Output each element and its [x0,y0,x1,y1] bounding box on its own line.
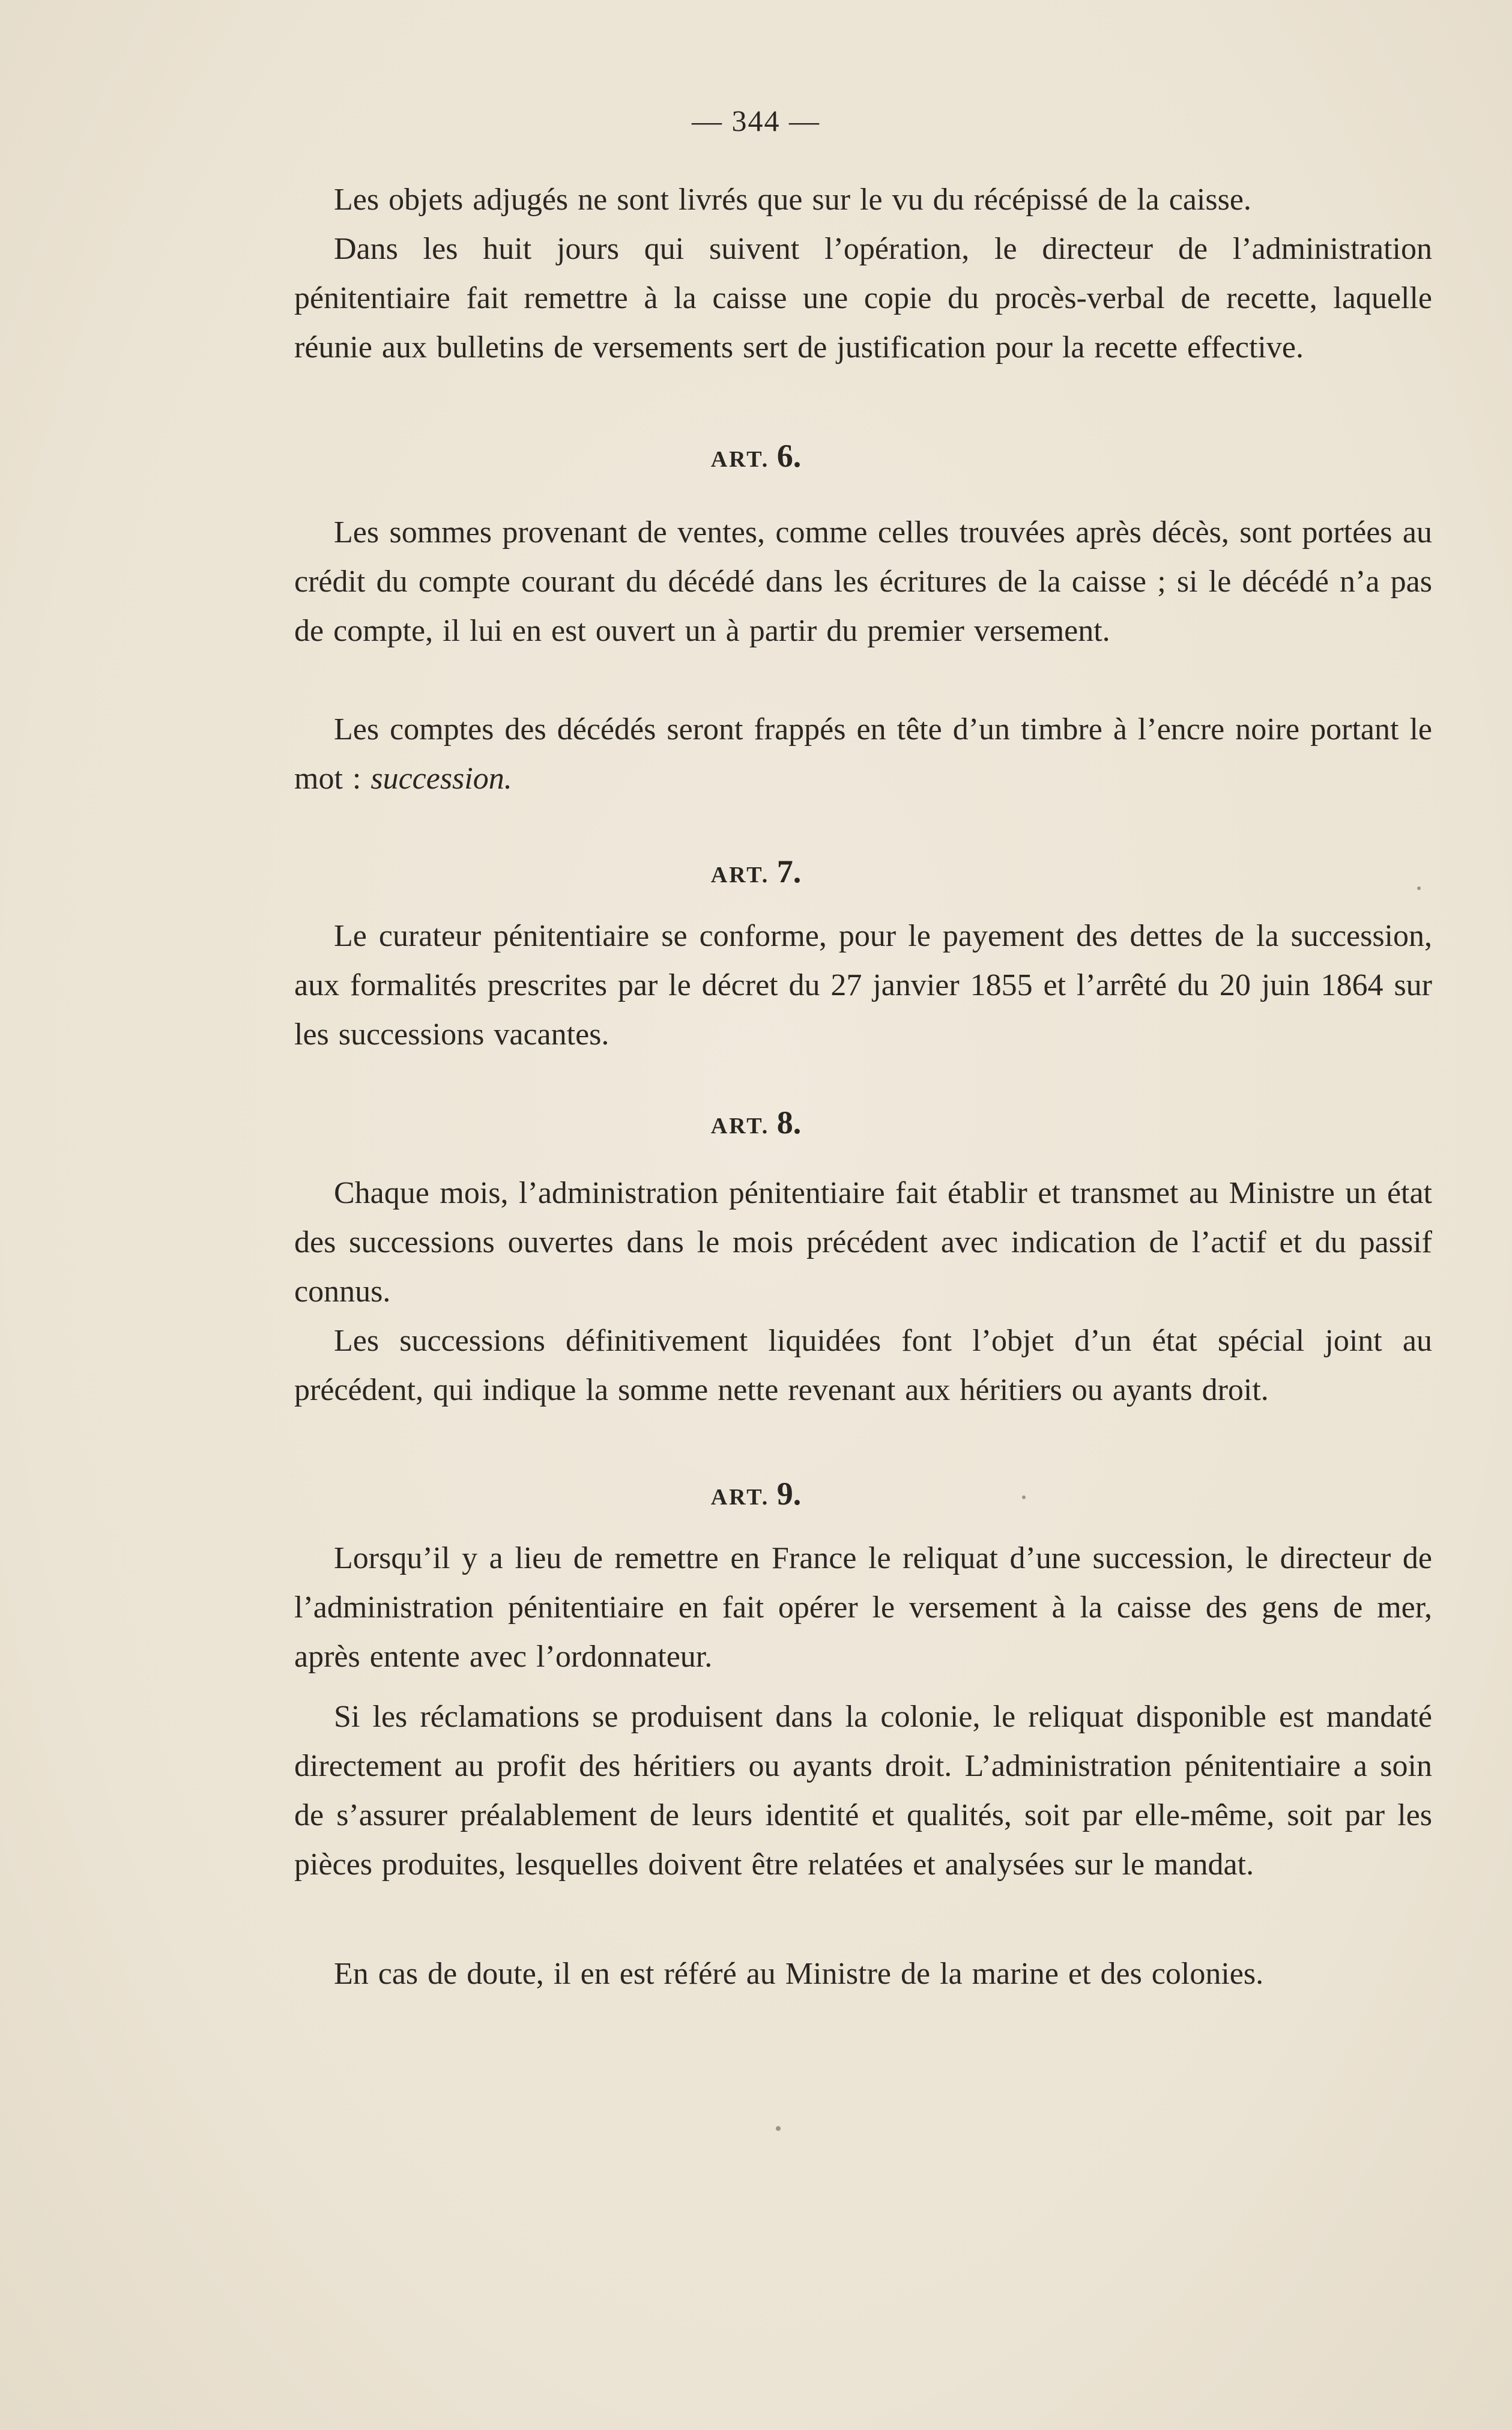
article-label: ART. [710,1485,770,1510]
paragraph-comptes-decedes [294,705,1432,804]
article-number: 7. [776,853,802,889]
paragraph-comptes-decedes-text: Les comptes des décédés seront frappés en tête d’un timbre à l’encre noire portant le mot : [294,712,1432,796]
paragraph-curateur: Le curateur pénitentiaire se conforme, pour le payement des dettes de la succession, aux formalités prescrites par le décret du 27 janvier 1855 et l’arrêté du 20 juin 1864 sur les successions vacantes. [294,919,1432,1052]
succession-word: succession. [370,762,512,796]
article-label: ART. [710,862,770,888]
paragraph-sommes-provenant: Les sommes provenant de ventes, comme celles trouvées après décès, sont portées au crédit du compte courant du décédé dans les écritures de la caisse ; si le décédé n’a pas de compte, il lui en est ouvert un à partir du premier versement. [294,515,1432,648]
article-6-heading [0,437,1512,474]
paragraph-chaque-mois: Chaque mois, l’administration pénitentiaire fait établir et transmet au Ministre un état des successions ouvertes dans le mois précédent avec indication de l’actif et du passif connus. [294,1176,1432,1309]
article-7-heading [0,853,1512,890]
article-number: 6. [776,438,802,474]
article-label: ART. [710,447,770,472]
article-9-heading [0,1475,1512,1512]
paragraph-successions-liquidees: Les successions définitivement liquidées font l’objet d’un état spécial joint au précédent, qui indique la somme nette revenant aux héritiers ou ayants droit. [294,1324,1432,1407]
article-label: ART. [710,1113,770,1139]
paper-speck [1417,886,1421,890]
paragraph-objets-adjuges: Les objets adjugés ne sont livrés que sur le vu du récépissé de la caisse. [334,183,1251,217]
paper-speck [1022,1495,1026,1499]
article-number: 8. [776,1104,802,1141]
paragraph-reliquat-france: Lorsqu’il y a lieu de remettre en France le reliquat d’une succession, le directeur de l’administration pénitentiaire en fait opérer le versement à la caisse des gens de mer, après entente avec l’ordonnateur. [294,1541,1432,1674]
article-number: 9. [776,1476,802,1512]
paper-speck [776,2126,781,2131]
paragraph-cas-de-doute: En cas de doute, il en est référé au Ministre de la marine et des colonies. [334,1957,1264,1991]
paragraph-reclamations: Si les réclamations se produisent dans la colonie, le reliquat disponible est mandaté directement au profit des héritiers ou ayants droit. L’administration pénitentiaire a soin de s’assurer préalablement de leurs identité et qualités, soit par elle-même, soit par les pièces produites, lesquelles doivent être relatées et analysées sur le mandat. [294,1700,1432,1882]
page-number: — 344 — [692,104,820,138]
article-8-heading [0,1104,1512,1141]
paragraph-huit-jours: Dans les huit jours qui suivent l’opération, le directeur de l’administration pénitentiaire fait remettre à la caisse une copie du procès-verbal de recette, laquelle réunie aux bulletins de versements sert de justification pour la recette effective. [294,232,1432,365]
